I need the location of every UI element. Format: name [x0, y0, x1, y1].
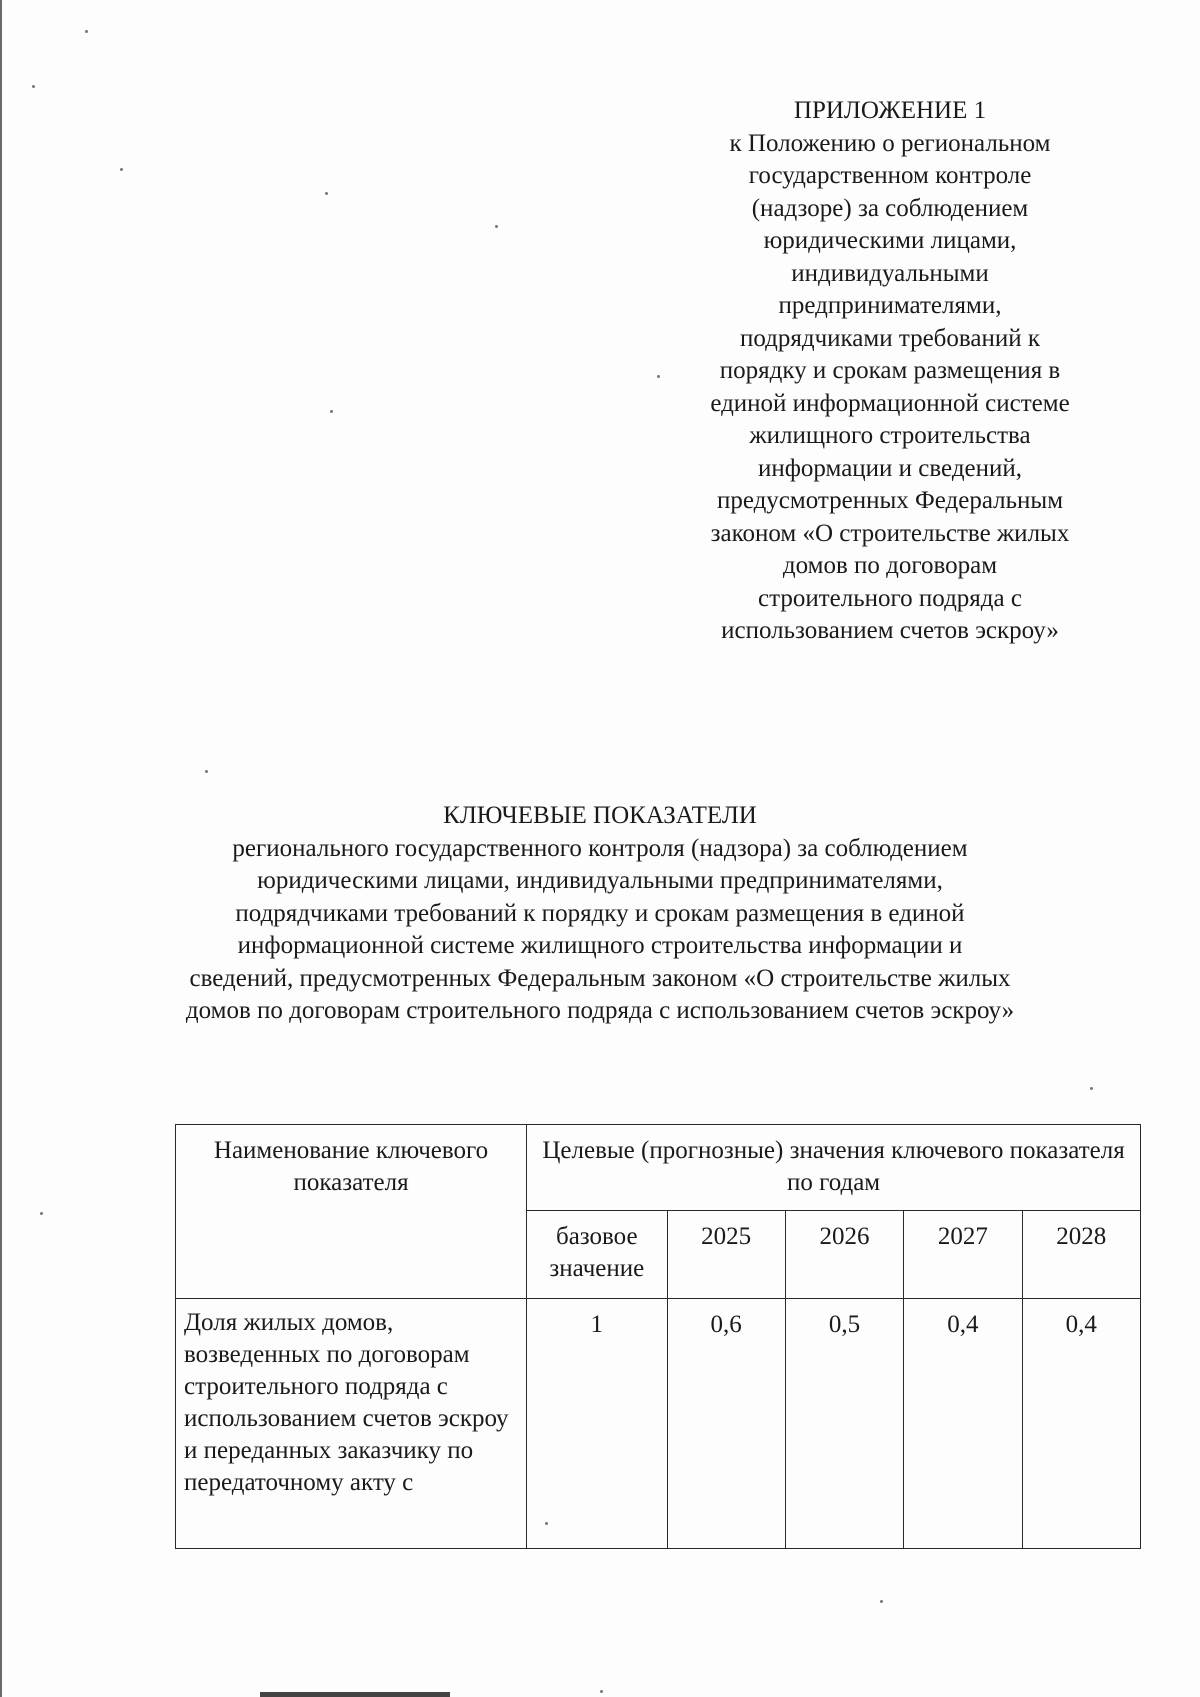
header-indicator-name: Наименование ключевого показателя [176, 1125, 527, 1299]
appendix-line: порядку и срокам размещения в [719, 357, 1061, 384]
appendix-line: единой информационной системе [710, 389, 1070, 417]
scan-speck [40, 1212, 43, 1215]
document-subtitle-line: информационной системе жилищного строительства информации и [237, 932, 963, 959]
appendix-line: предусмотренных Федеральным [716, 487, 1064, 514]
document-heading: КЛЮЧЕВЫЕ ПОКАЗАТЕЛИ [443, 802, 757, 829]
table-header-row [176, 1125, 1141, 1211]
page-cut-off-text [260, 1692, 450, 1697]
header-year-2028: 2028 [1022, 1211, 1140, 1299]
appendix-line: жилищного строительства [749, 422, 1031, 449]
scan-speck [325, 192, 328, 195]
document-subtitle-line: юридическими лицами, индивидуальными предпринимателями, [257, 867, 943, 894]
scan-speck [545, 1522, 548, 1525]
appendix-line: к Положению о региональном [729, 129, 1051, 157]
appendix-line: предпринимателями, [778, 292, 1002, 319]
scan-speck [1090, 1087, 1093, 1090]
header-target-values: Целевые (прогнозные) значения ключевого показателя по годам [527, 1125, 1141, 1211]
key-indicators-table [175, 1124, 1141, 1549]
appendix-line: юридическими лицами, [763, 227, 1017, 254]
header-base-value: базовое значение [527, 1211, 667, 1299]
scan-speck [85, 30, 88, 33]
header-year-2027: 2027 [904, 1211, 1022, 1299]
appendix-header [700, 95, 1080, 648]
appendix-line: государственном контроле [748, 162, 1032, 189]
indicator-name-cell: Доля жилых домов, возведенных по договорам строительного подряда с использованием счетов эскроу и переданных заказчику по передаточному акту с [176, 1299, 527, 1549]
appendix-line: домов по договорам [782, 552, 998, 579]
value-cell-2026: 0,5 [785, 1299, 903, 1549]
header-year-2026: 2026 [785, 1211, 903, 1299]
scan-speck [495, 225, 498, 228]
document-title [150, 800, 1050, 1028]
table-row [176, 1299, 1141, 1549]
page-left-edge [0, 0, 2, 1697]
scan-speck [32, 85, 35, 88]
scan-speck [880, 1600, 883, 1603]
appendix-line: информации и сведений, [757, 454, 1023, 482]
scan-speck [657, 375, 660, 378]
appendix-line: подрядчиками требований к [739, 324, 1040, 352]
value-cell-base: 1 [527, 1299, 667, 1549]
scan-speck [330, 410, 333, 413]
appendix-line: строительного подряда с [758, 584, 1022, 612]
appendix-line: индивидуальными [791, 259, 989, 287]
value-cell-2027: 0,4 [904, 1299, 1022, 1549]
document-subtitle-line: домов по договорам строительного подряда с использованием счетов эскроу» [185, 997, 1015, 1024]
document-subtitle-line: сведений, предусмотренных Федеральным законом «О строительстве жилых [189, 964, 1011, 992]
document-subtitle-line: регионального государственного контроля (надзора) за соблюдением [232, 834, 968, 862]
document-subtitle-line: подрядчиками требований к порядку и срокам размещения в единой [235, 899, 965, 927]
scan-speck [120, 168, 123, 171]
appendix-line: законом «О строительстве жилых [710, 519, 1070, 547]
appendix-line: использованием счетов эскроу» [721, 617, 1059, 644]
appendix-title: ПРИЛОЖЕНИЕ 1 [793, 97, 987, 124]
value-cell-2025: 0,6 [667, 1299, 785, 1549]
scan-speck [205, 770, 208, 773]
scan-speck [600, 1690, 603, 1693]
header-year-2025: 2025 [667, 1211, 785, 1299]
value-cell-2028: 0,4 [1022, 1299, 1140, 1549]
appendix-line: (надзоре) за соблюдением [751, 194, 1029, 222]
